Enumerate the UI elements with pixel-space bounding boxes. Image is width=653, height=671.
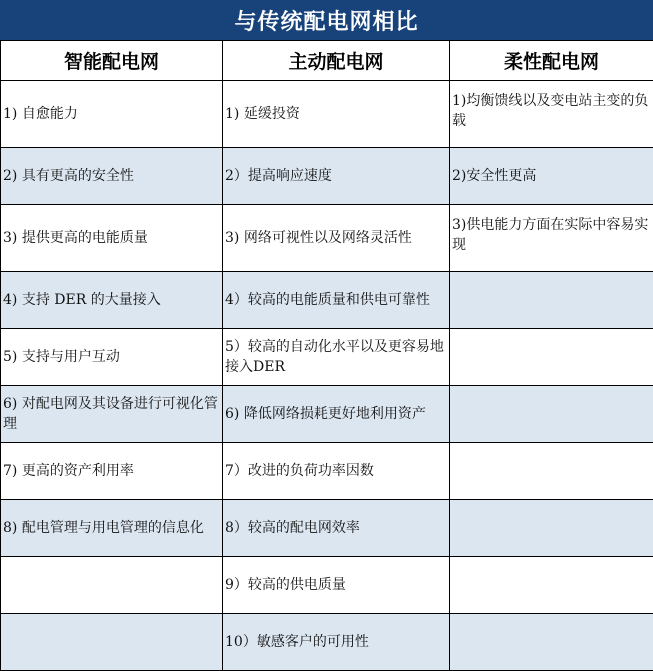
cell-smart: 4) 支持 DER 的大量接入 [1, 272, 223, 329]
header-flexible-grid: 柔性配电网 [450, 41, 653, 81]
cell-smart: 2) 具有更高的安全性 [1, 148, 223, 205]
cell-smart: 8) 配电管理与用电管理的信息化 [1, 500, 223, 557]
cell-flexible [450, 272, 653, 329]
comparison-table [0, 40, 653, 671]
table-row [1, 272, 653, 329]
cell-active: 9）较高的供电质量 [223, 557, 450, 614]
table-row [1, 386, 653, 443]
table-row [1, 205, 653, 272]
cell-active: 10）敏感客户的可用性 [223, 614, 450, 671]
cell-flexible [450, 329, 653, 386]
cell-flexible: 3)供电能力方面在实际中容易实现 [450, 205, 653, 272]
header-smart-grid: 智能配电网 [1, 41, 223, 81]
cell-flexible [450, 500, 653, 557]
table-row [1, 443, 653, 500]
cell-smart: 1) 自愈能力 [1, 81, 223, 148]
cell-flexible [450, 443, 653, 500]
table-row [1, 557, 653, 614]
header-row [1, 41, 653, 81]
table-title: 与传统配电网相比 [0, 0, 653, 40]
cell-active: 8）较高的配电网效率 [223, 500, 450, 557]
table-row [1, 329, 653, 386]
cell-active: 1) 延缓投资 [223, 81, 450, 148]
table-row [1, 148, 653, 205]
cell-active: 2）提高响应速度 [223, 148, 450, 205]
cell-smart: 3) 提供更高的电能质量 [1, 205, 223, 272]
cell-active: 3) 网络可视性以及网络灵活性 [223, 205, 450, 272]
cell-flexible [450, 386, 653, 443]
cell-flexible [450, 557, 653, 614]
table-row [1, 81, 653, 148]
cell-smart: 5) 支持与用户互动 [1, 329, 223, 386]
table-row [1, 500, 653, 557]
cell-active: 7）改进的负荷功率因数 [223, 443, 450, 500]
cell-active: 6) 降低网络损耗更好地利用资产 [223, 386, 450, 443]
cell-flexible: 1)均衡馈线以及变电站主变的负载 [450, 81, 653, 148]
cell-smart [1, 557, 223, 614]
cell-active: 4）较高的电能质量和供电可靠性 [223, 272, 450, 329]
cell-flexible: 2)安全性更高 [450, 148, 653, 205]
cell-active: 5）较高的自动化水平以及更容易地接入DER [223, 329, 450, 386]
cell-smart: 7) 更高的资产利用率 [1, 443, 223, 500]
cell-smart: 6) 对配电网及其设备进行可视化管理 [1, 386, 223, 443]
header-active-grid: 主动配电网 [223, 41, 450, 81]
